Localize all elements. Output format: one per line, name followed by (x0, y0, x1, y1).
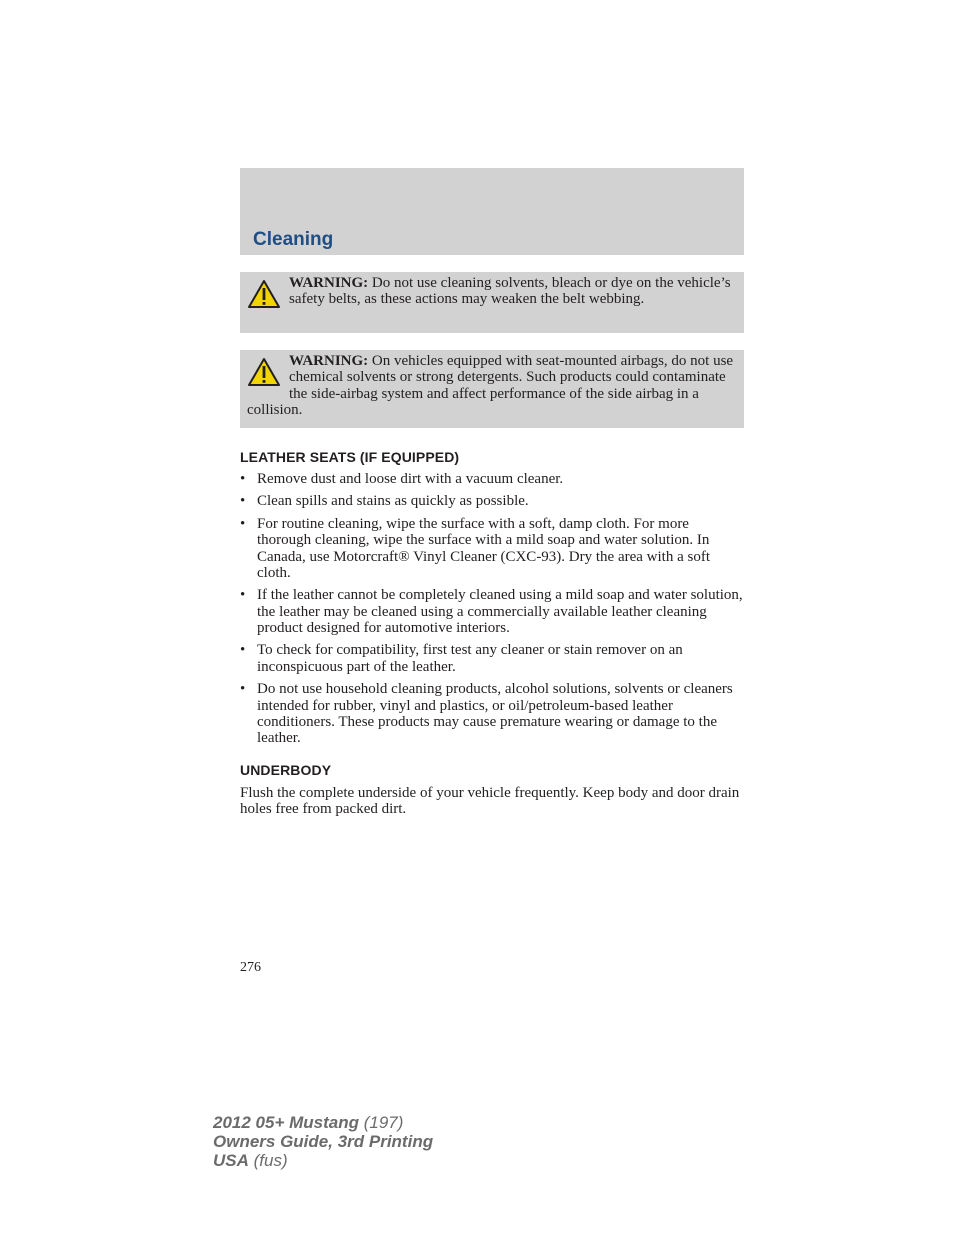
page-number: 276 (240, 960, 261, 975)
section-header-band (240, 168, 744, 255)
warning-text: On vehicles equipped with seat-mounted airbags, do not use chemical solvents or strong detergents. Such products could contaminate the side-airbag system and affect performance of the side airbag in a collision. (247, 353, 734, 418)
warning-triangle-icon (247, 356, 281, 388)
leather-care-list (240, 471, 744, 753)
list-item: • Remove dust and loose dirt with a vacuum cleaner. (240, 471, 564, 487)
bullet-icon: • (240, 493, 246, 510)
bullet-icon: • (240, 681, 246, 698)
list-item: • Do not use household cleaning products, alcohol solutions, solvents or cleaners intended for rubber, vinyl and plastics, or oil/petroleum-based leather conditioners. These products may cause premature wearing or damage to the leather. (240, 681, 733, 747)
list-item: • If the leather cannot be completely cleaned using a mild soap and water solution, the leather may be cleaned using a commercially available leather cleaning product designed for automotive interiors. (240, 587, 743, 636)
warning-box-airbags (240, 350, 744, 428)
list-item: • For routine cleaning, wipe the surface with a soft, damp cloth. For more thorough cleaning, wipe the surface with a mild soap and water solution. In Canada, use Motorcraft® Vinyl Cleaner (CXC-93). Dry the area with a soft cloth. (240, 515, 711, 581)
list-item: • Clean spills and stains as quickly as possible. (240, 493, 529, 510)
footer-line-market: USA (fus) (213, 1151, 288, 1170)
section-title: Cleaning (253, 229, 334, 250)
footer-imprint (213, 1113, 433, 1170)
warning-label: WARNING: (289, 275, 369, 291)
bullet-icon: • (240, 471, 246, 487)
footer-line-model: 2012 05+ Mustang (197) (213, 1113, 404, 1132)
underbody-heading: UNDERBODY (240, 762, 332, 778)
warning-text: Do not use cleaning solvents, bleach or dye on the vehicle’s safety belts, as these actions may weaken the belt webbing. (289, 275, 731, 308)
warning-box-safety-belts (240, 272, 744, 333)
footer-line-guide: Owners Guide, 3rd Printing (213, 1132, 434, 1151)
bullet-icon: • (240, 515, 246, 532)
list-item: • To check for compatibility, first test any cleaner or stain remover on an inconspicuous part of the leather. (240, 642, 683, 675)
leather-seats-heading: LEATHER SEATS (IF EQUIPPED) (240, 449, 460, 465)
warning-label: WARNING: (289, 353, 369, 369)
bullet-icon: • (240, 642, 246, 659)
bullet-icon: • (240, 587, 246, 604)
warning-triangle-icon (247, 278, 281, 310)
underbody-paragraph: Flush the complete underside of your vehicle frequently. Keep body and door drain holes free from packed dirt. (240, 785, 740, 818)
